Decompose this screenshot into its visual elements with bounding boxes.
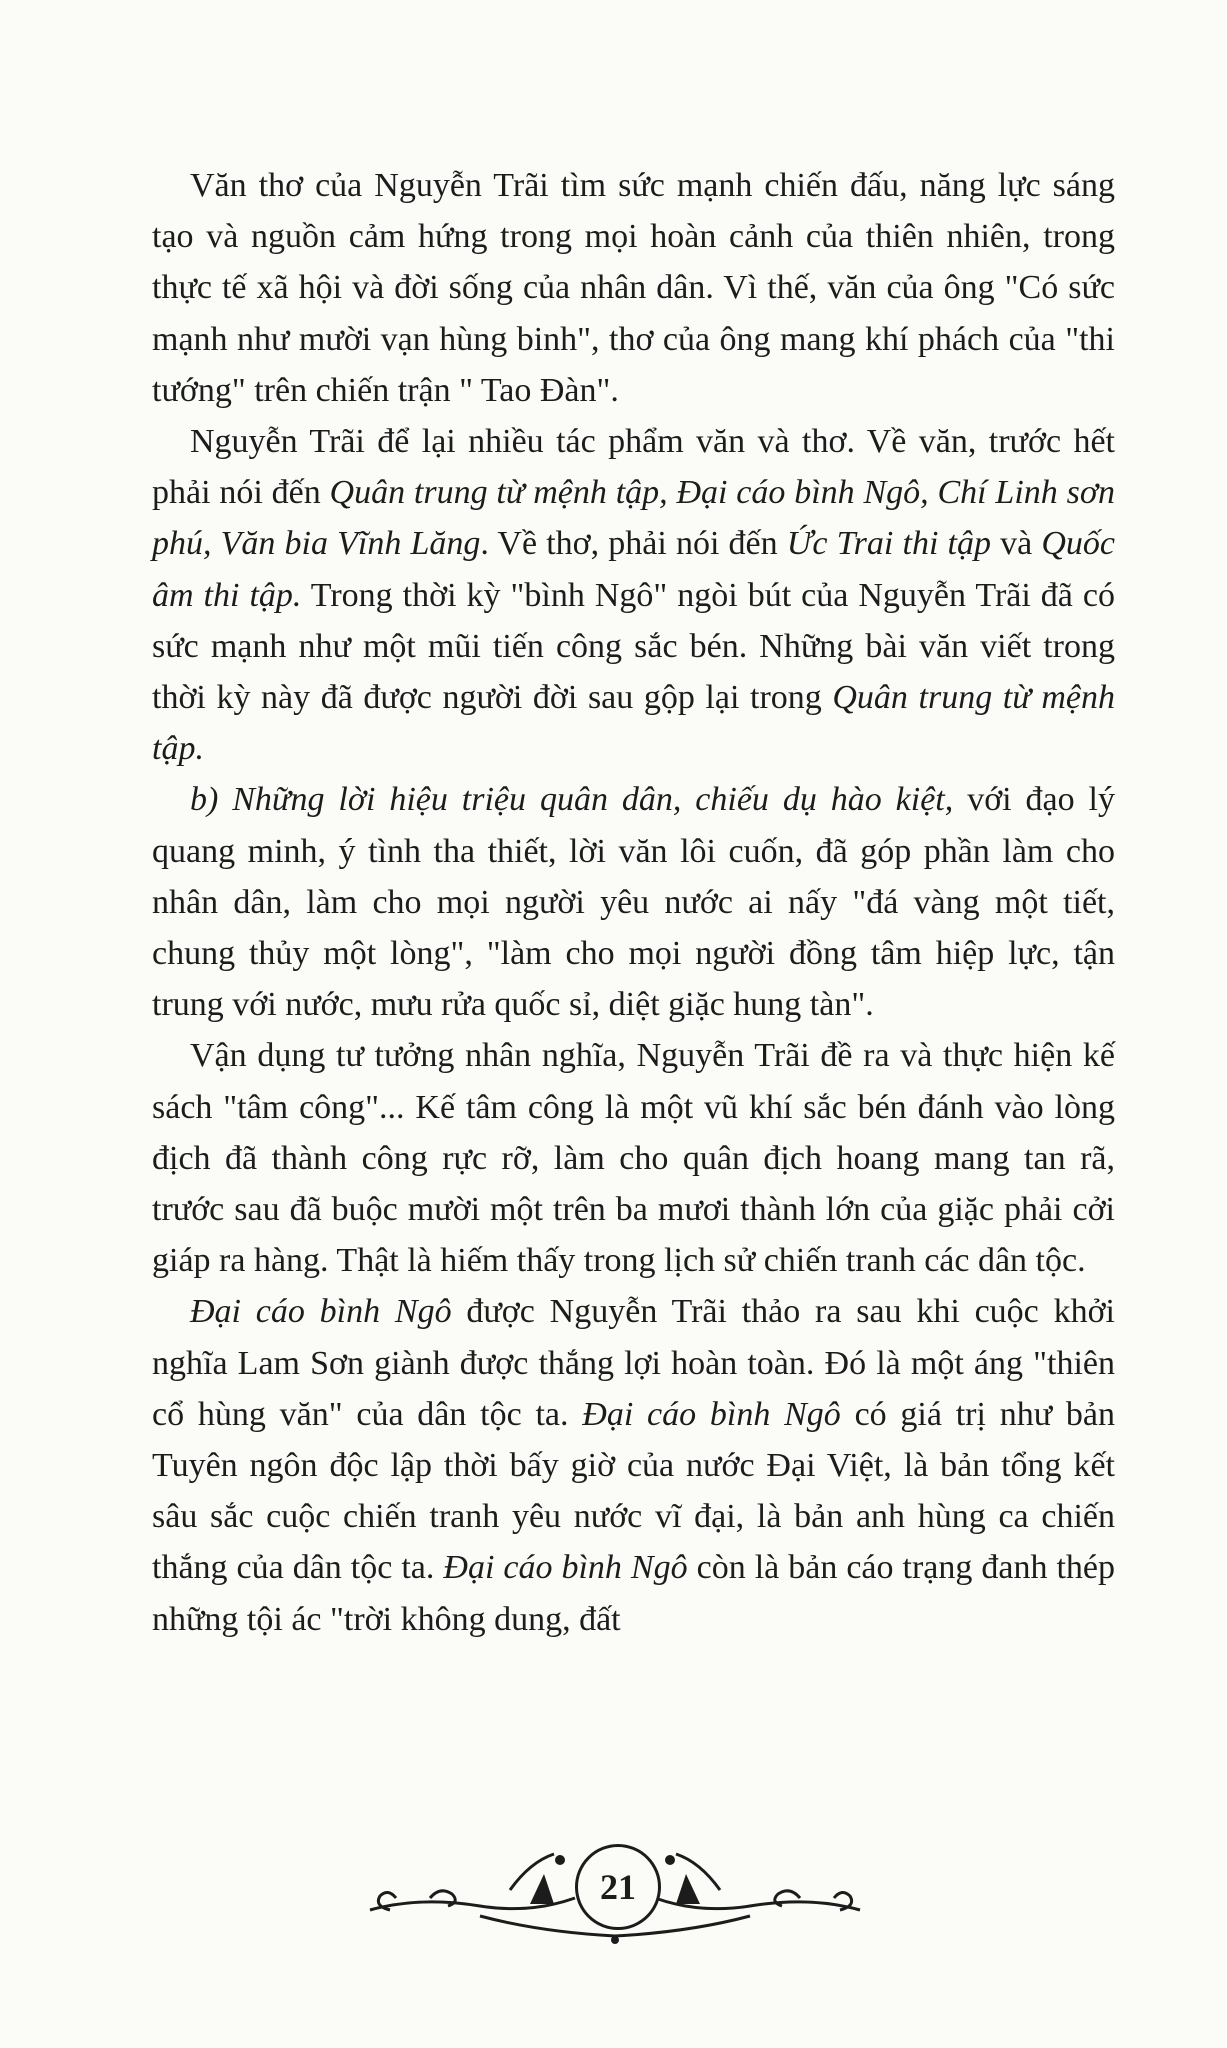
paragraph [152, 774, 1115, 1030]
paragraph [152, 1286, 1115, 1644]
italic-text-run: Đại cáo bình Ngô [443, 1549, 688, 1587]
text-run: Trong thời kỳ "bình Ngô" ngòi bút của Nguyễn Trãi đã có sức mạnh như một mũi tiến công sắc bén. Những bài văn viết trong thời kỳ này đã được người đời sau gộp lại trong [152, 576, 1115, 717]
text-run: còn là bản cáo trạng đanh thép những tội ác "trời không dung, đất [152, 1549, 1115, 1638]
italic-text-run: Quân trung từ mệnh tập, Đại cáo bình Ngô, Chí Linh sơn phú, Văn bia Vĩnh Lăng [152, 474, 1115, 563]
italic-text-run: Đại cáo bình Ngô [190, 1293, 452, 1331]
text-run: Văn thơ của Nguyễn Trãi tìm sức mạnh chiến đấu, năng lực sáng tạo và nguồn cảm hứng trong mọi hoàn cảnh của thiên nhiên, trong thực tế xã hội và đời sống của nhân dân. Vì thế, văn của ông "Có sức mạnh như mười vạn hùng binh", thơ của ông mang khí phách của "thi tướng" trên chiến trận " Tao Đàn". [152, 167, 1115, 409]
text-run: Nguyễn Trãi để lại nhiều tác phẩm văn và thơ. Về văn, trước hết phải nói đến [152, 423, 1115, 512]
text-run: với đạo lý quang minh, ý tình tha thiết, lời văn lôi cuốn, đã góp phần làm cho nhân dân, làm cho mọi người yêu nước ai nấy "đá vàng một tiết, chung thủy một lòng", "làm cho mọi người đồng tâm hiệp lực, tận trung với nước, mưu rửa quốc sỉ, diệt giặc hung tàn". [152, 781, 1115, 1024]
body-text [152, 160, 1115, 1645]
italic-text-run: Quốc âm thi tập. [152, 525, 1116, 614]
page-footer-ornament [360, 1840, 870, 1950]
text-run: và [990, 525, 1042, 563]
italic-text-run: Quân trung từ mệnh tập. [152, 679, 1116, 768]
text-run: . Về thơ, phải nói đến [480, 525, 787, 563]
italic-text-run: b) Những lời hiệu triệu quân dân, chiếu dụ hào kiệt, [190, 781, 954, 819]
text-run: Vận dụng tư tưởng nhân nghĩa, Nguyễn Trãi đề ra và thực hiện kế sách "tâm công"... Kế tâm công là một vũ khí sắc bén đánh vào lòng địch đã thành công rực rỡ, làm cho quân địch hoang mang tan rã, trước sau đã buộc mười một trên ba mươi thành lớn của giặc phải cởi giáp ra hàng. Thật là hiếm thấy trong lịch sử chiến tranh các dân tộc. [152, 1037, 1115, 1280]
paragraph [152, 416, 1115, 774]
paragraph [152, 1030, 1115, 1286]
italic-text-run: Ức Trai thi tập [786, 525, 991, 563]
italic-text-run: Đại cáo bình Ngô [582, 1395, 841, 1433]
text-run: có giá trị như bản Tuyên ngôn độc lập thời bấy giờ của nước Đại Việt, là bản tổng kết sâu sắc cuộc chiến tranh yêu nước vĩ đại, là bản anh hùng ca chiến thắng của dân tộc ta. [152, 1395, 1115, 1587]
paragraph [152, 160, 1115, 416]
page-number: 21 [575, 1844, 661, 1930]
text-run: được Nguyễn Trãi thảo ra sau khi cuộc khởi nghĩa Lam Sơn giành được thắng lợi hoàn toàn. Đó là một áng "thiên cổ hùng văn" của dân tộc ta. [152, 1293, 1115, 1433]
